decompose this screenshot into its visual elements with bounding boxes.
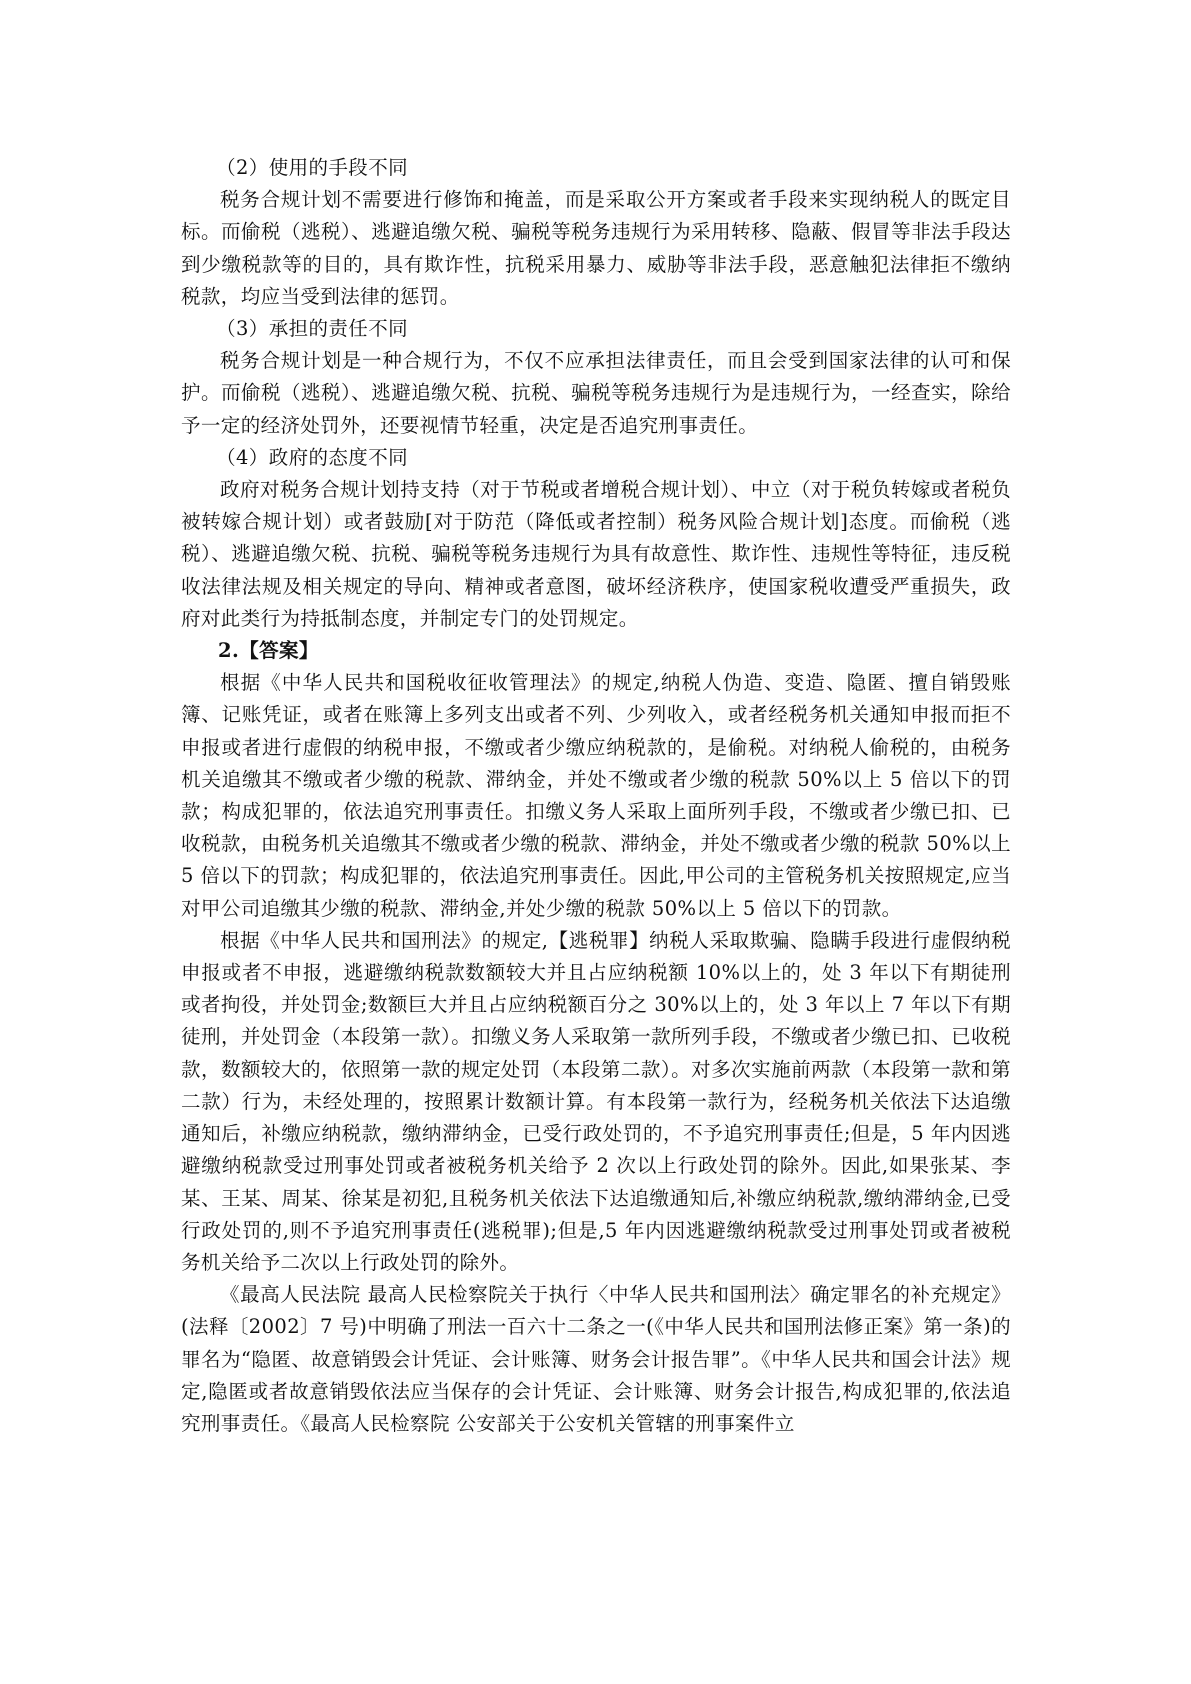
section-heading-government-attitude: （4）政府的态度不同 [216, 445, 409, 469]
section-heading-methods: （2）使用的手段不同 [216, 156, 409, 179]
paragraph-liability: 税务合规计划是一种合规行为，不仅不应承担法律责任，而且会受到国家法律的认可和保护。而偷税（逃税）、逃避追缴欠税、抗税、骗税等税务违规行为是违规行为，一经查实，除给予一定的经济处罚外，还要视情节轻重，决定是否追究刑事责任。 [181, 349, 1011, 437]
paragraph-government-attitude: 政府对税务合规计划持支持（对于节税或者增税合规计划）、中立（对于税负转嫁或者税负被转嫁合规计划）或者鼓励[对于防范（降低或者控制）税务风险合规计划]态度。而偷税（逃税）、逃避追缴欠税、抗税、骗税等税务违规行为具有故意性、欺诈性、违规性等特征，违反税收法律法规及相关规定的导向、精神或者意图，破坏经济秩序，使国家税收遭受严重损失，政府对此类行为持抵制态度，并制定专门的处罚规定。 [181, 478, 1011, 630]
paragraph-tax-collection-law: 根据《中华人民共和国税收征收管理法》的规定,纳税人伪造、变造、隐匿、擅自销毁账簿、记账凭证，或者在账簿上多列支出或者不列、少列收入，或者经税务机关通知申报而拒不申报或者进行虚假的纳税申报，不缴或者少缴应纳税款的，是偷税。对纳税人偷税的，由税务机关追缴其不缴或者少缴的税款、滞纳金，并处不缴或者少缴的税款 50%以上 5 倍以下的罚款；构成犯罪的，依法追究刑事责任。扣缴义务人采取上面所列手段，不缴或者少缴已扣、已收税款，由税务机关追缴其不缴或者少缴的税款、滞纳金，并处不缴或者少缴的税款 50%以上 5 倍以下的罚款；构成犯罪的，依法追究刑事责任。因此,甲公司的主管税务机关按照规定,应当对甲公司追缴其少缴的税款、滞纳金,并处少缴的税款 50%以上 5 倍以下的罚款。 [181, 671, 1011, 920]
document-body [181, 152, 1011, 1440]
section-heading-liability: （3）承担的责任不同 [216, 317, 409, 341]
paragraph-methods: 税务合规计划不需要进行修饰和掩盖，而是采取公开方案或者手段来实现纳税人的既定目标。而偷税（逃税）、逃避追缴欠税、骗税等税务违规行为采用转移、隐蔽、假冒等非法手段达到少缴税款等的目的，具有欺诈性，抗税采用暴力、威胁等非法手段，恶意触犯法律拒不缴纳税款，均应当受到法律的惩罚。 [181, 188, 1011, 308]
answer-heading: 2.【答案】 [218, 639, 319, 663]
paragraph-judicial-interpretation: 《最高人民法院 最高人民检察院关于执行〈中华人民共和国刑法〉确定罪名的补充规定》(法释〔2002〕7 号)中明确了刑法一百六十二条之一(《中华人民共和国刑法修正案》第一条)的罪名为“隐匿、故意销毁会计凭证、会计账簿、财务会计报告罪”。《中华人民共和国会计法》规定,隐匿或者故意销毁依法应当保存的会计凭证、会计账簿、财务会计报告,构成犯罪的,依法追究刑事责任。《最高人民检察院 公安部关于公安机关管辖的刑事案件立 [181, 1283, 1011, 1435]
paragraph-criminal-law: 根据《中华人民共和国刑法》的规定,【逃税罪】纳税人采取欺骗、隐瞒手段进行虚假纳税申报或者不申报，逃避缴纳税款数额较大并且占应纳税额 10%以上的，处 3 年以下有期徒刑或者拘役，并处罚金;数额巨大并且占应纳税额百分之 30%以上的，处 3 年以上 7 年以下有期徒刑，并处罚金（本段第一款）。扣缴义务人采取第一款所列手段，不缴或者少缴已扣、已收税款，数额较大的，依照第一款的规定处罚（本段第二款）。对多次实施前两款（本段第一款和第二款）行为，未经处理的，按照累计数额计算。有本段第一款行为，经税务机关依法下达追缴通知后，补缴应纳税款，缴纳滞纳金，已受行政处罚的，不予追究刑事责任;但是，5 年内因逃避缴纳税款受过刑事处罚或者被税务机关给予 2 次以上行政处罚的除外。因此,如果张某、李某、王某、周某、徐某是初犯,且税务机关依法下达追缴通知后,补缴应纳税款,缴纳滞纳金,已受行政处罚的,则不予追究刑事责任(逃税罪);但是,5 年内因逃避缴纳税款受过刑事处罚或者被税务机关给予二次以上行政处罚的除外。 [181, 928, 1011, 1274]
